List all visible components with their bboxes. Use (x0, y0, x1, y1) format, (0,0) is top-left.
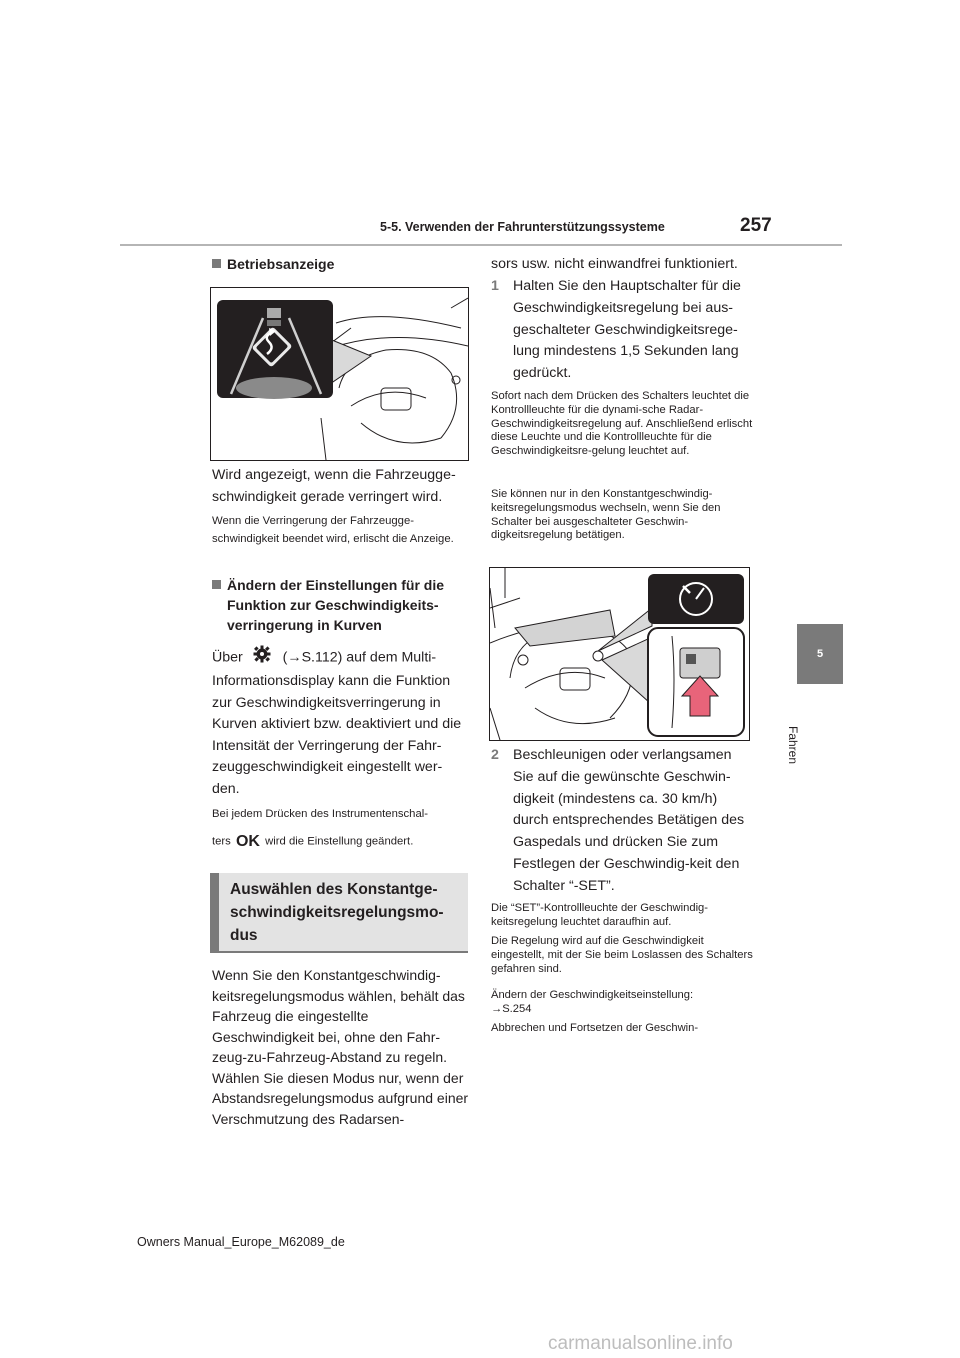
note-s5-ref[interactable]: →S.254 (491, 1003, 532, 1015)
step-2 (491, 745, 753, 898)
note-s6: Abbrechen und Fortsetzen der Geschwin- (491, 1022, 699, 1034)
paragraph-aendern: Informationsdisplay kann die Funktion zur Geschwindigkeitsverringerung in Kurven aktiviert bzw. deaktiviert und die Intensität der Verringerung der Fahr-zeuggeschwindigkeit eingestellt wer-den. (212, 673, 462, 797)
chapter-tab[interactable]: 5 (797, 624, 843, 684)
header-divider (120, 244, 842, 246)
section-heading-box (210, 873, 468, 953)
note-ters: ters OK wird die Einstellung geändert. (212, 833, 414, 850)
section-heading-bar (210, 873, 219, 951)
note-jedem: Bei jedem Drücken des Instrumentenschal- (212, 808, 428, 820)
watermark: carmanualsonline.info (548, 1333, 733, 1354)
ueber-line: Über (→S.112) auf dem Multi- (212, 645, 472, 671)
figure-curve-speed-display (210, 287, 469, 461)
square-bullet-icon (212, 580, 221, 589)
step-1 (491, 276, 753, 385)
note-s4: Die Regelung wird auf die Geschwindigkeit eingestellt, mit der Sie beim Loslassen des Schalters gefahren sind. (491, 935, 753, 975)
note-s1: Sofort nach dem Drücken des Schalters leuchtet die Kontrollleuchte für die dynami-sche Radar-Geschwindigkeitsregelung auf. Anschließend erlischt diese Leuchte und die Kontrollleuchte für die Geschwindigkeitsre-gelung leuchtet auf. (491, 390, 753, 458)
footer-text: Owners Manual_Europe_M62089_de (137, 1235, 345, 1249)
gear-icon (253, 645, 271, 671)
figure-cruise-switch-svg (490, 568, 749, 740)
figure-cruise-switch (489, 567, 750, 741)
ok-button-icon: OK (235, 833, 260, 850)
step-number: 2 (491, 747, 499, 763)
paragraph-sors: sors usw. nicht einwandfrei funktioniert. (491, 256, 738, 272)
step-2-text: Beschleunigen oder verlangsamen Sie auf die gewünschte Geschwin-digkeit (mindestens ca. 30 km/h) durch entsprechendes Betätigen des Gaspedals und drücken Sie zum Festlegen der Geschwindig-keit den Schalter “-SET”. (513, 747, 745, 894)
figure-curve-speed-svg (211, 288, 468, 460)
note-s2: Sie können nur in den Konstantgeschwindig-keitsregelungsmodus wechseln, wenn Sie den Schalter bei ausgeschalteter Geschwin-digkeitsregelung betätigen. (491, 488, 721, 542)
square-bullet-icon (212, 259, 221, 268)
section-heading-text: Auswählen des Konstantge-schwindigkeitsregelungsmo-dus (230, 881, 444, 944)
heading-betriebsanzeige: Betriebsanzeige (212, 254, 334, 274)
section-title: 5-5. Verwenden der Fahrunterstützungssysteme (380, 220, 665, 234)
page-number: 257 (740, 215, 772, 236)
step-1-text: Halten Sie den Hauptschalter für die Geschwindigkeitsregelung bei aus-geschalteter Geschwindigkeitsrege-lung mindestens 1,5 Sekunden lang gedrückt. (513, 278, 741, 382)
note-s3: Die “SET”-Kontrollleuchte der Geschwindig-keitsregelung leuchtet daraufhin auf. (491, 902, 708, 928)
paragraph-wenn: Wenn Sie den Konstantgeschwindig-keitsregelungsmodus wählen, behält das Fahrzeug die eingestellte Geschwindigkeit bei, ohne den Fahr-zeug-zu-Fahrzeug-Abstand zu regeln. Wählen Sie diesen Modus nur, wenn der Abstandsregelungsmodus aufgrund einer Verschmutzung des Radarsen- (212, 967, 469, 1127)
note-betrieb: Wenn die Verringerung der Fahrzeugge-schwindigkeit beendet wird, erlischt die Anzeige. (212, 515, 454, 545)
note-s5: Ändern der Geschwindigkeitseinstellung: (491, 989, 694, 1001)
chapter-label: Fahren (786, 725, 801, 765)
paragraph-betrieb: Wird angezeigt, wenn die Fahrzeugge-schwindigkeit gerade verringert wird. (212, 467, 456, 505)
heading-aendern: Ändern der Einstellungen für die Funktion zur Geschwindigkeits-verringerung in Kurven (212, 575, 482, 635)
step-number: 1 (491, 278, 499, 294)
